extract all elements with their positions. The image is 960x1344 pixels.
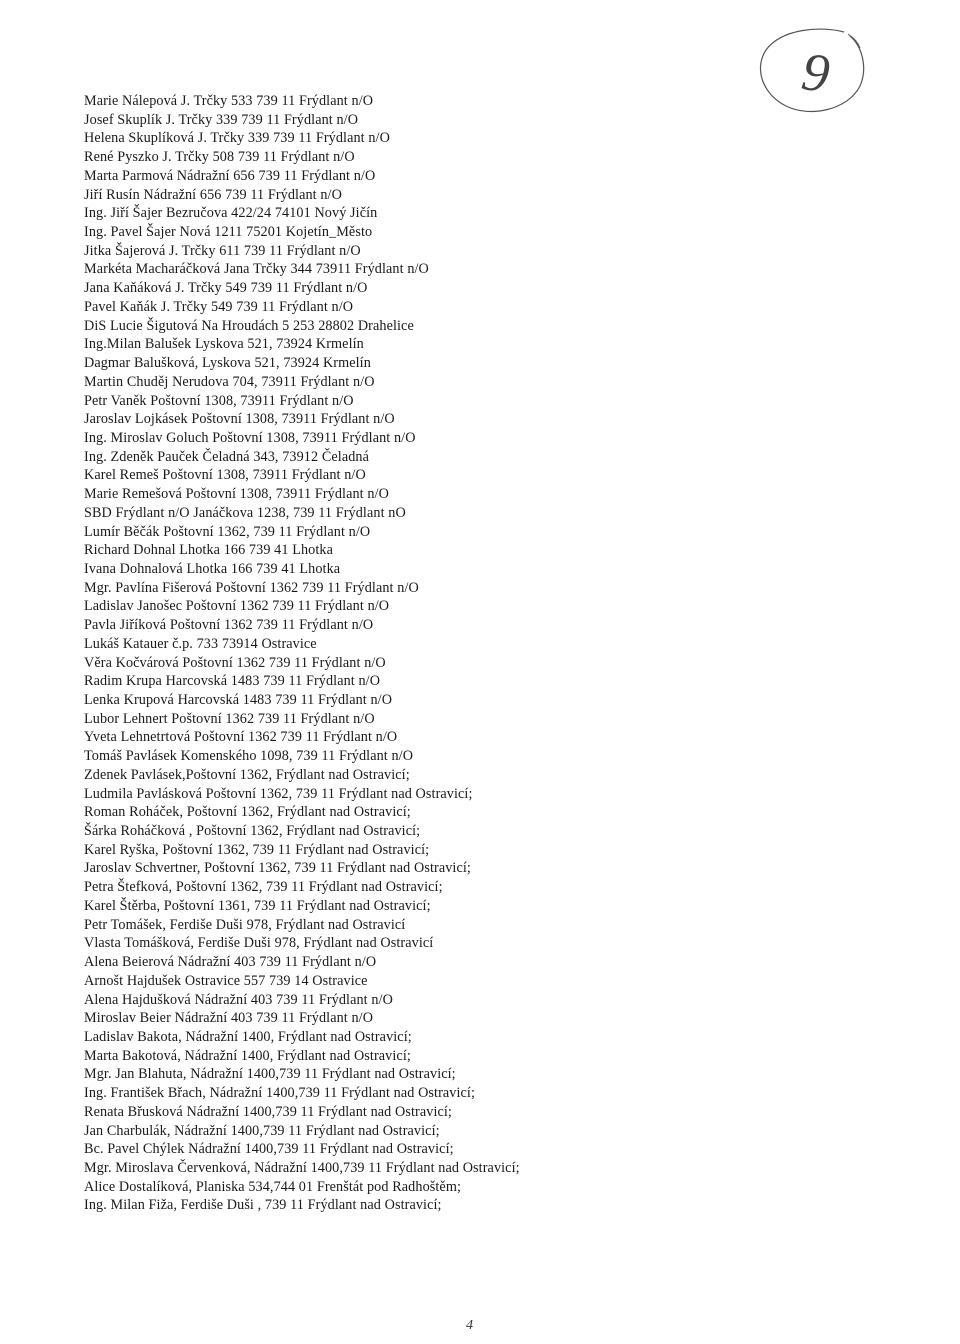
address-line: Markéta Macharáčková Jana Trčky 344 73911 Frýdlant n/O [84,261,429,278]
address-line: Jiří Rusín Nádražní 656 739 11 Frýdlant n/O [84,186,342,203]
address-line: Roman Roháček, Poštovní 1362, Frýdlant nad Ostravicí; [84,804,411,821]
address-line: Lubor Lehnert Poštovní 1362 739 11 Frýdlant n/O [84,710,375,727]
address-line: Alice Dostalíková, Planiska 534,744 01 Frenštát pod Radhoštěm; [84,1178,462,1195]
address-line: Petr Tomášek, Ferdiše Duši 978, Frýdlant nad Ostravicí [84,916,406,933]
address-line: Ing. Miroslav Goluch Poštovní 1308, 73911 Frýdlant n/O [84,429,416,446]
address-line: Petra Štefková, Poštovní 1362, 739 11 Frýdlant nad Ostravicí; [84,879,443,896]
address-line: Dagmar Balušková, Lyskova 521, 73924 Krmelín [84,355,371,372]
address-line: Bc. Pavel Chýlek Nádražní 1400,739 11 Frýdlant nad Ostravicí; [84,1141,454,1158]
address-line: René Pyszko J. Trčky 508 739 11 Frýdlant n/O [84,149,355,166]
address-line: Ladislav Janošec Poštovní 1362 739 11 Frýdlant n/O [84,598,390,615]
address-line: SBD Frýdlant n/O Janáčkova 1238, 739 11 Frýdlant nO [84,504,406,521]
address-line: Radim Krupa Harcovská 1483 739 11 Frýdlant n/O [84,673,381,690]
address-line: Marta Parmová Nádražní 656 739 11 Frýdlant n/O [84,167,376,184]
address-line: Lukáš Katauer č.p. 733 73914 Ostravice [84,635,317,652]
address-line: Renata Břusková Nádražní 1400,739 11 Frýdlant nad Ostravicí; [84,1103,452,1120]
address-line: Miroslav Beier Nádražní 403 739 11 Frýdlant n/O [84,1010,374,1027]
address-line: Karel Remeš Poštovní 1308, 73911 Frýdlant n/O [84,467,366,484]
address-line: Karel Ryška, Poštovní 1362, 739 11 Frýdlant nad Ostravicí; [84,841,430,858]
address-line: Ing.Milan Balušek Lyskova 521, 73924 Krmelín [84,336,364,353]
address-line: Lumír Běčák Poštovní 1362, 739 11 Frýdlant n/O [84,523,371,540]
address-line: Arnošt Hajdušek Ostravice 557 739 14 Ostravice [84,972,368,989]
address-list [84,92,824,1215]
address-line: Mgr. Jan Blahuta, Nádražní 1400,739 11 Frýdlant nad Ostravicí; [84,1066,456,1083]
address-line: Vlasta Tomášková, Ferdiše Duši 978, Frýdlant nad Ostravicí [84,935,434,952]
address-line: Pavel Kaňák J. Trčky 549 739 11 Frýdlant n/O [84,298,354,315]
address-line: Lenka Krupová Harcovská 1483 739 11 Frýdlant n/O [84,692,393,708]
address-line: Pavla Jiříková Poštovní 1362 739 11 Frýdlant n/O [84,617,374,634]
address-line: Karel Štěrba, Poštovní 1361, 739 11 Frýdlant nad Ostravicí; [84,897,431,914]
address-line: Jana Kaňáková J. Trčky 549 739 11 Frýdlant n/O [84,280,368,297]
address-line: Richard Dohnal Lhotka 166 739 41 Lhotka [84,542,333,559]
address-line: Josef Skuplík J. Trčky 339 739 11 Frýdlant n/O [84,111,359,128]
address-line: Yveta Lehnetrtová Poštovní 1362 739 11 Frýdlant n/O [84,729,398,746]
address-line: Věra Kočvárová Poštovní 1362 739 11 Frýdlant n/O [84,654,386,671]
address-line: Ing. Pavel Šajer Nová 1211 75201 Kojetín_Město [84,224,373,241]
address-line: Ing. Milan Fiža, Ferdiše Duši , 739 11 Frýdlant nad Ostravicí; [84,1197,442,1214]
address-line: Ing. Jiří Šajer Bezručova 422/24 74101 Nový Jičín [84,205,378,222]
address-line: Ladislav Bakota, Nádražní 1400, Frýdlant nad Ostravicí; [84,1028,412,1045]
address-line: Šárka Roháčková , Poštovní 1362, Frýdlant nad Ostravicí; [84,823,421,840]
address-line: DiS Lucie Šigutová Na Hroudách 5 253 28802 Drahelice [84,317,414,334]
address-line: Jaroslav Schvertner, Poštovní 1362, 739 11 Frýdlant nad Ostravicí; [84,860,471,877]
address-line: Mgr. Pavlína Fišerová Poštovní 1362 739 11 Frýdlant n/O [84,579,419,596]
address-line: Alena Hajdušková Nádražní 403 739 11 Frýdlant n/O [84,991,393,1008]
stamp-glyph: 9 [798,40,834,105]
address-line: Marie Nálepová J. Trčky 533 739 11 Frýdlant n/O [84,93,374,109]
address-line: Tomáš Pavlásek Komenského 1098, 739 11 Frýdlant n/O [84,748,414,765]
address-line: Ivana Dohnalová Lhotka 166 739 41 Lhotka [84,560,341,577]
page-number: 4 [466,1318,473,1333]
address-line: Marie Remešová Poštovní 1308, 73911 Frýdlant n/O [84,486,389,503]
address-line: Ing. Zdeněk Pauček Čeladná 343, 73912 Čeladná [84,448,370,465]
address-line: Jan Charbulák, Nádražní 1400,739 11 Frýdlant nad Ostravicí; [84,1122,440,1139]
address-line: Helena Skuplíková J. Trčky 339 739 11 Frýdlant n/O [84,130,390,147]
address-line: Zdenek Pavlásek,Poštovní 1362, Frýdlant nad Ostravicí; [84,766,410,783]
address-line: Petr Vaněk Poštovní 1308, 73911 Frýdlant n/O [84,392,354,409]
address-line: Marta Bakotová, Nádražní 1400, Frýdlant nad Ostravicí; [84,1047,411,1064]
address-line: Martin Chuděj Nerudova 704, 73911 Frýdlant n/O [84,373,375,390]
address-line: Ing. František Břach, Nádražní 1400,739 11 Frýdlant nad Ostravicí; [84,1085,476,1102]
address-line: Jaroslav Lojkásek Poštovní 1308, 73911 Frýdlant n/O [84,411,395,428]
address-line: Ludmila Pavlásková Poštovní 1362, 739 11 Frýdlant nad Ostravicí; [84,785,473,802]
address-line: Mgr. Miroslava Červenková, Nádražní 1400,739 11 Frýdlant nad Ostravicí; [84,1159,520,1176]
address-line: Jitka Šajerová J. Trčky 611 739 11 Frýdlant n/O [84,242,361,259]
address-line: Alena Beierová Nádražní 403 739 11 Frýdlant n/O [84,954,377,971]
